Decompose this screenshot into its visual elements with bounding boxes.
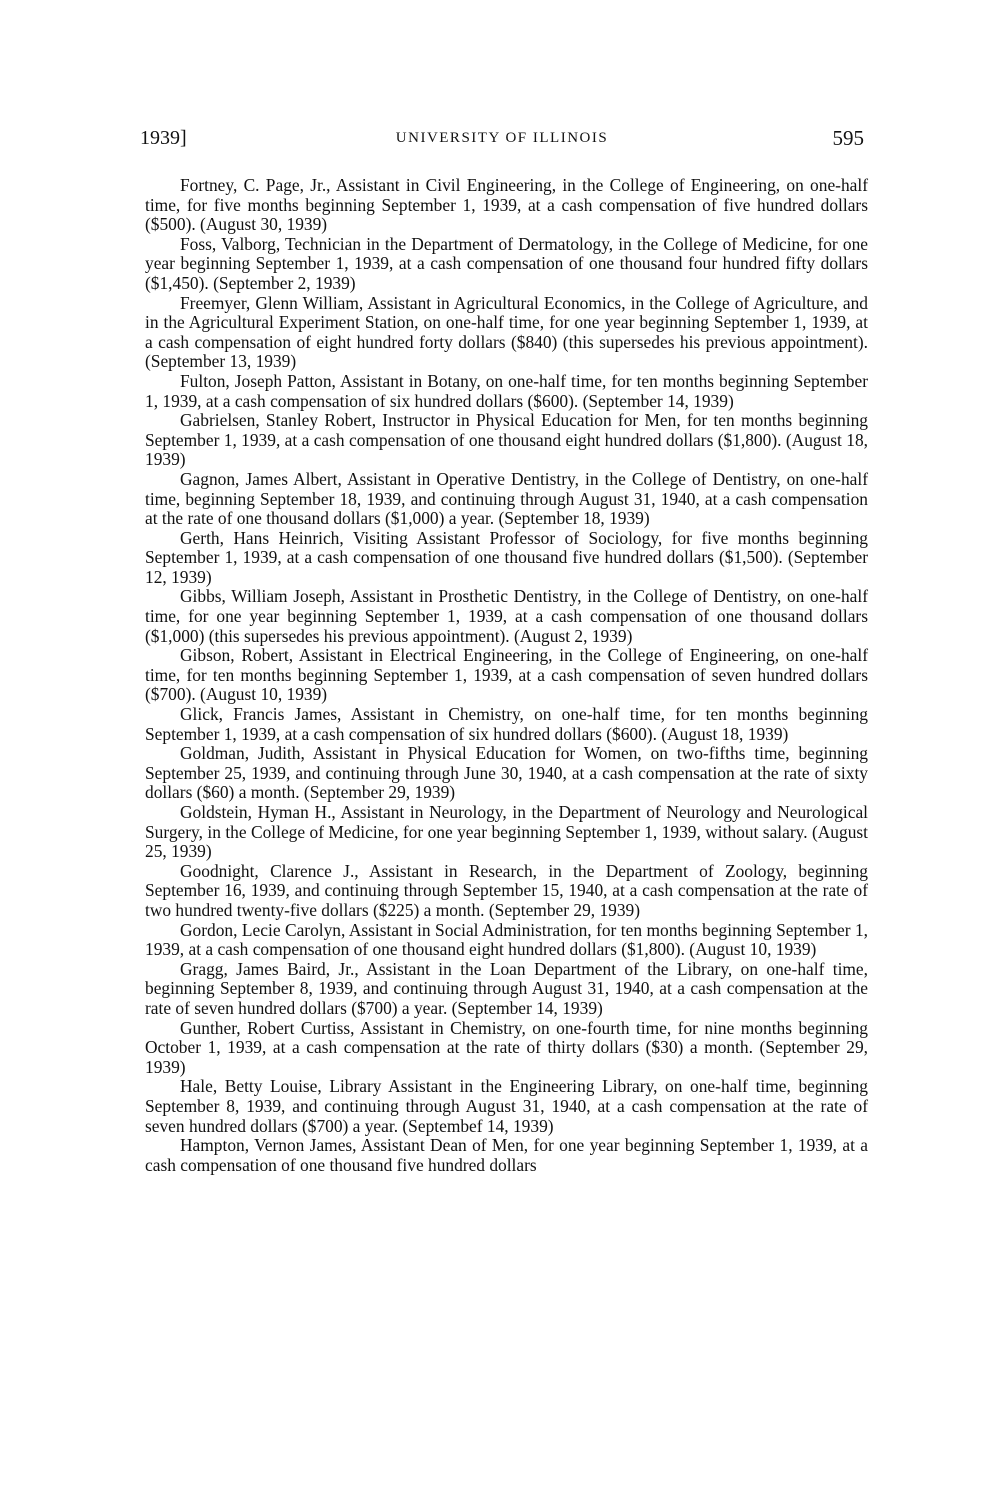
running-head — [140, 124, 864, 152]
appointment-entry: Hampton, Vernon James, Assistant Dean of Men, for one year beginning September 1, 1939, at a cash compensation of one thousand five hundred dollars — [145, 1135, 868, 1175]
appointment-entry: Gagnon, James Albert, Assistant in Operative Dentistry, in the College of Dentistry, on one-half time, beginning September 18, 1939, and continuing through August 31, 1940, at a cash compensation at the rate of one thousand dollars ($1,000) a year. (September 18, 1939) — [145, 468, 868, 529]
appointment-entry: Gibson, Robert, Assistant in Electrical Engineering, in the College of Engineering, on one-half time, for ten months beginning September 1, 1939, at a cash compensation of seven hundred dollars ($700). (August 10, 1939) — [145, 645, 868, 705]
appointment-entry: Gibbs, William Joseph, Assistant in Prosthetic Dentistry, in the College of Dentistry, on one-half time, for one year beginning September 1, 1939, at a cash compensation of one thousand dollars ($1,000) (this supersedes his previous appointment). (August 2, 1939) — [145, 586, 868, 646]
appointment-entry: Gunther, Robert Curtiss, Assistant in Chemistry, on one-fourth time, for nine months beginning October 1, 1939, at a cash compensation at the rate of thirty dollars ($30) a month. (September 29, 1939) — [145, 1017, 868, 1077]
appointment-entry: Gordon, Lecie Carolyn, Assistant in Social Administration, for ten months beginning September 1, 1939, at a cash compensation of one thousand eight hundred dollars ($1,800). (August 10, 1939) — [145, 919, 868, 960]
appointment-entry: Glick, Francis James, Assistant in Chemistry, on one-half time, for ten months beginning September 1, 1939, at a cash compensation of six hundred dollars ($600). (August 18, 1939) — [145, 704, 868, 744]
appointment-entry: Fulton, Joseph Patton, Assistant in Botany, on one-half time, for ten months beginning September 1, 1939, at a cash compensation of six hundred dollars ($600). (September 14, 1939) — [145, 370, 868, 411]
appointment-entry: Fortney, C. Page, Jr., Assistant in Civil Engineering, in the College of Engineering, on one-half time, for five months beginning September 1, 1939, at a cash compensation of five hundred dollars ($500). (August 30, 1939) — [145, 175, 868, 235]
appointment-entry: Goodnight, Clarence J., Assistant in Research, in the Department of Zoology, beginning September 16, 1939, and continuing through September 15, 1940, at a cash compensation at the rate of two hundred twenty-five dollars ($225) a month. (September 29, 1939) — [145, 860, 868, 920]
appointment-entry: Freemyer, Glenn William, Assistant in Agricultural Economics, in the College of Agriculture, and in the Agricultural Experiment Station, on one-half time, for one year beginning September 1, 1939, at a cash compensation of eight hundred forty dollars ($840) (this supersedes his previous appointment). (September 13, 1939) — [145, 292, 868, 372]
appointment-entry: Goldman, Judith, Assistant in Physical Education for Women, on two-fifths time, beginning September 25, 1939, and continuing through June 30, 1940, at a cash compensation at the rate of sixty dollars ($60) a month. (September 29, 1939) — [145, 743, 868, 803]
appointment-entry: Hale, Betty Louise, Library Assistant in the Engineering Library, on one-half time, beginning September 8, 1939, and continuing through August 31, 1940, at a cash compensation at the rate of seven hundred dollars ($700) a year. (Septembef 14, 1939) — [145, 1076, 868, 1136]
appointment-entry: Gragg, James Baird, Jr., Assistant in the Loan Department of the Library, on one-half time, beginning September 8, 1939, and continuing through August 31, 1940, at a cash compensation at the rate of seven hundred dollars ($700) a year. (September 14, 1939) — [145, 958, 868, 1018]
appointment-entry: Gerth, Hans Heinrich, Visiting Assistant Professor of Sociology, for five months beginning September 1, 1939, at a cash compensation of one thousand five hundred dollars ($1,500). (September 12, 1939) — [145, 527, 868, 587]
appointment-list — [145, 176, 868, 1175]
appointment-entry: Gabrielsen, Stanley Robert, Instructor in Physical Education for Men, for ten months beginning September 1, 1939, at a cash compensation of one thousand eight hundred dollars ($1,800). (August 18, 1939) — [145, 410, 868, 470]
page-number: 595 — [832, 126, 864, 150]
appointment-entry: Goldstein, Hyman H., Assistant in Neurology, in the Department of Neurology and Neurological Surgery, in the College of Medicine, for one year beginning September 1, 1939, without salary. (August 25, 1939) — [145, 802, 868, 862]
running-head-year: 1939] — [140, 127, 187, 149]
running-head-title: UNIVERSITY OF ILLINOIS — [395, 130, 609, 146]
appointment-entry: Foss, Valborg, Technician in the Department of Dermatology, in the College of Medicine, for one year beginning September 1, 1939, at a cash compensation of one thousand four hundred fifty dollars ($1,450). (September 2, 1939) — [145, 233, 868, 293]
